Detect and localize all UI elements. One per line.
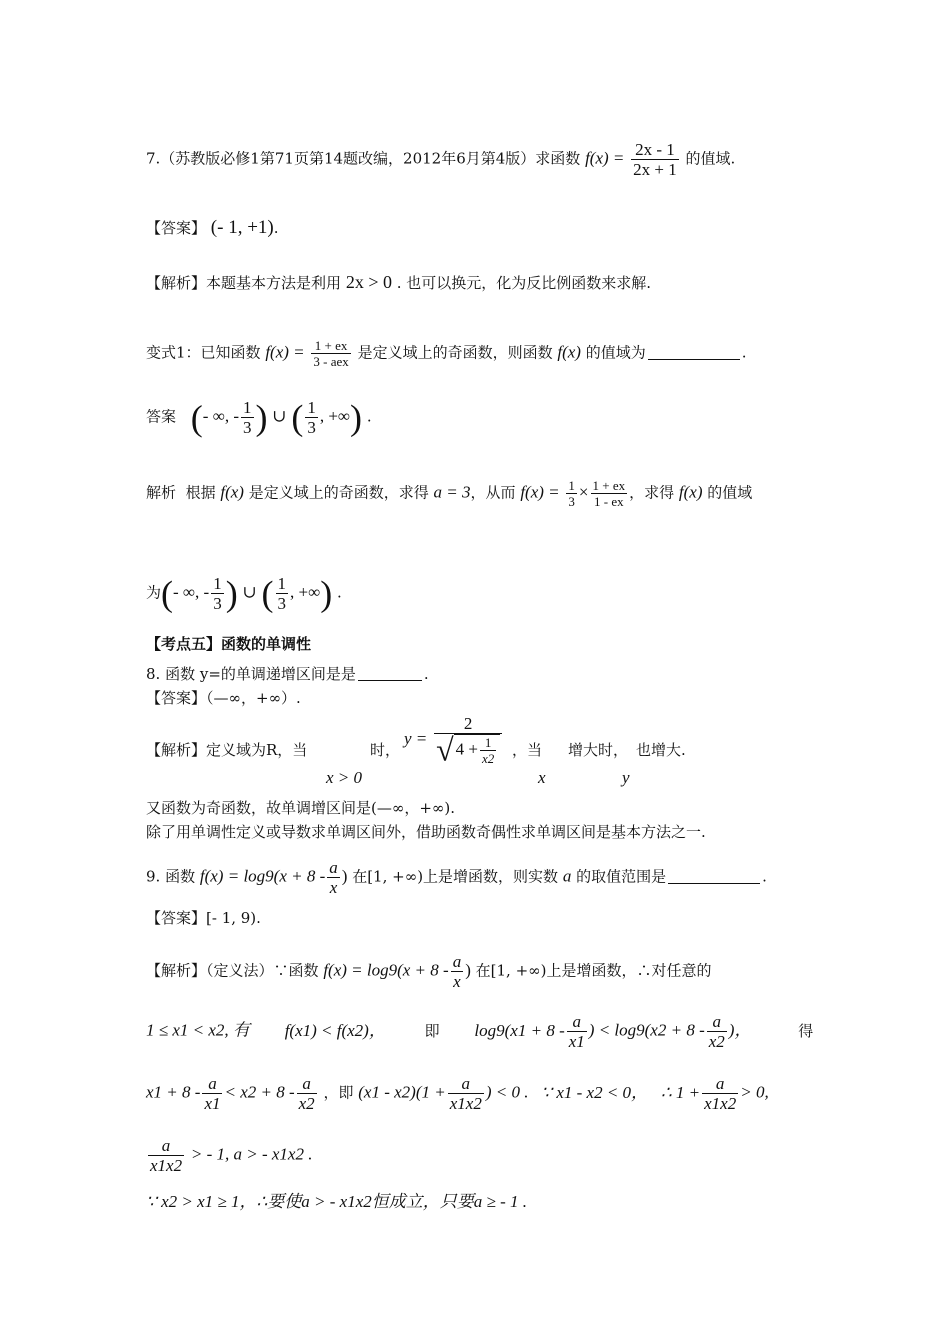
q8-an-one: 1 (480, 735, 496, 751)
v1-r-end: . (337, 583, 342, 602)
v1-an-b: 是定义域上的奇函数，求得 (248, 483, 429, 502)
q9-r3-e: ) < 0 . (485, 1082, 529, 1102)
v1-paren-close: ) (255, 397, 268, 438)
v1-an-a: 根据 (185, 483, 216, 502)
q8-an-xv: x (538, 768, 546, 787)
v1-an-fx3: f(x) (678, 482, 703, 502)
q7-analysis-a: 本题基本方法是利用 (206, 274, 342, 292)
q9-an-b: 在[1, +∞)上是增函数，∴对任意的 (475, 961, 712, 980)
v1-ans-end: . (366, 407, 372, 426)
q8-an-d: 增大时， (568, 741, 629, 759)
v1-an-a3: a = 3 (433, 482, 471, 502)
q9-r3-a4: a (702, 1074, 738, 1094)
v1-fx: f(x) = (265, 342, 305, 362)
q8-an-b: 时， (370, 741, 401, 759)
q7-analysis-b: . 也可以换元，化为反比例函数来求解. (396, 274, 652, 292)
v1-an-d: ，求得 (629, 483, 675, 502)
q9-r2-c: 即 (424, 1021, 440, 1040)
section-title: 【考点五】函数的单调性 (146, 635, 312, 653)
q8-blank[interactable] (358, 666, 422, 681)
q8-answer: 【答案】（—∞，+∞）. (146, 689, 301, 707)
q9-r3-frac1 (202, 1074, 222, 1113)
q9-frac-ax (327, 858, 340, 897)
v1-plus-inf: , +∞ (319, 406, 351, 426)
q8-yv (622, 768, 630, 788)
q9-r4-frac (148, 1136, 184, 1175)
q7-tail: 的值域. (685, 149, 736, 168)
q9-r3-c: ，即 (323, 1083, 354, 1102)
q9-b: 在[1, +∞)上是增函数，则实数 (352, 867, 559, 886)
v1-r-third-a (211, 574, 224, 613)
q8-line3: 除了用单调性定义或导数求单调区间外，借助函数奇偶性求单调区间是基本方法之一. (146, 823, 706, 841)
q9-r3-g: ∴ 1 + (660, 1082, 701, 1102)
v1-paren-open: ( (190, 397, 203, 438)
v1-r-plus-inf: , +∞ (290, 582, 321, 602)
q9-fxd: x (329, 878, 338, 897)
v1-r-minus-inf: - ∞, - (173, 582, 210, 602)
q8-inc (568, 740, 628, 760)
v1-end: . (741, 343, 747, 362)
q9-r2-a: 1 ≤ x1 < x2, 有 (146, 1020, 250, 1040)
q8-shi (370, 740, 400, 760)
q9-r4-a: a (148, 1136, 184, 1156)
v1-an-fx: f(x) (220, 482, 244, 502)
v1-analysis-range (146, 574, 342, 613)
v1-one-b: 1 (307, 398, 316, 417)
q9-r2-a1: a (567, 1012, 587, 1032)
v1-answer-label: 答案 (146, 407, 177, 426)
v1-an-fraction (591, 478, 628, 509)
q9-analysis (146, 952, 712, 991)
q8-end: . (423, 665, 429, 683)
v1-b: 是定义域上的奇函数，则函数 (357, 343, 553, 362)
v1-one-third-a (241, 398, 254, 437)
q8-an-cond: x > 0 (326, 768, 363, 787)
q9-r2-frac2 (707, 1012, 727, 1051)
q9-av: a (562, 866, 572, 886)
v1-r-one-b: 1 (277, 574, 287, 593)
q7-analysis (146, 272, 651, 293)
q7-answer-value: (- 1, +1) (210, 217, 274, 238)
q9-r3-f: ∵ x1 - x2 < 0， (541, 1082, 649, 1102)
q9-an-frac-ax (451, 952, 464, 991)
q9-row3 (146, 1074, 769, 1113)
q9-r2-a2: a (707, 1012, 727, 1032)
v1-a: 变式1：已知函数 (146, 343, 261, 362)
q9-r4-x1x2: x1x2 (150, 1156, 183, 1175)
q7-answer-end: . (273, 219, 279, 237)
q8-an-y: y = (404, 729, 428, 748)
q9-r2-g: 得 (798, 1021, 814, 1040)
v1-answer (146, 398, 372, 437)
q9-r3-x2: x2 (298, 1094, 315, 1113)
v1-r-third-b (276, 574, 289, 613)
q7-den: 2x + 1 (633, 160, 677, 179)
q9-r2-d: log9(x1 + 8 - (474, 1020, 565, 1040)
q9-r3-a: x1 + 8 - (146, 1082, 201, 1102)
v1-an-label: 解析 (146, 483, 177, 502)
v1-question (146, 338, 747, 369)
q9-r3-b: < x2 + 8 - (224, 1082, 295, 1102)
v1-an-num2: 1 + ex (592, 478, 626, 493)
q7-answer-label: 【答案】 (146, 219, 207, 237)
q9-r2-frac1 (567, 1012, 587, 1051)
q8-line: 8. 函数 y=的单调递增区间是是 (146, 665, 356, 683)
v1-an-one: 1 (568, 478, 575, 493)
q9-question (146, 858, 767, 897)
q8-sqrt (436, 731, 500, 768)
q7-num: 2x - 1 (631, 140, 679, 160)
q9-r3-frac4 (702, 1074, 738, 1113)
v1-an-times: × (578, 482, 589, 502)
q8-an-yv: y (622, 768, 630, 787)
q8-xv (538, 768, 546, 788)
q8-line2: 又函数为奇函数，故单调增区间是(—∞，+∞). (146, 799, 456, 817)
q9-r3-frac2 (297, 1074, 317, 1113)
v1-an-third (566, 478, 577, 509)
v1-r-three-b: 3 (277, 594, 287, 613)
v1-an-fx2: f(x) = (520, 482, 560, 502)
q9-r5-text: ∵ x2 > x1 ≥ 1，∴要使a > - x1x2恒成立，只要a ≥ - 1 . (146, 1192, 527, 1211)
q9-row2 (146, 1012, 813, 1051)
v1-den: 3 - aex (313, 354, 349, 369)
q8-cond (326, 768, 362, 788)
q9-fa: a (329, 858, 338, 877)
q8-an-den (434, 731, 502, 768)
v1-analysis (146, 478, 752, 509)
v1-num: 1 + ex (311, 338, 350, 354)
q9-r2-b: f(x1) < f(x2)， (284, 1020, 386, 1040)
v1-r-three-a: 3 (213, 594, 222, 613)
q9-fx: f(x) = log9(x + 8 - (199, 866, 326, 886)
v1-fx2: f(x) (557, 342, 581, 362)
q9-an-a: （定义法）∵函数 (206, 961, 319, 980)
v1-union: ∪ (272, 406, 287, 426)
q7-question (146, 140, 735, 179)
v1-r-union: ∪ (242, 582, 257, 602)
q9-a: 9. 函数 (146, 867, 196, 886)
v1-three-b: 3 (307, 418, 316, 437)
v1-an-den2: 1 - ex (594, 494, 624, 509)
v1-an-e: 的值域 (707, 483, 753, 502)
q9-r3-a1: a (202, 1074, 222, 1094)
v1-wei: 为 (146, 583, 162, 602)
q8-an-a: 定义域为R，当 (206, 741, 308, 759)
q7-fx: f(x) = (585, 148, 625, 168)
v1-r-paren-open: ( (161, 573, 174, 614)
sqrt-icon: √ (436, 731, 454, 768)
q9-row4 (146, 1136, 312, 1175)
v1-c: 的值域为 (585, 343, 646, 362)
q9-r4-text: > - 1, a > - x1x2 . (190, 1144, 313, 1164)
q8-an-two: 2 (434, 714, 502, 734)
q9-fend: ) (341, 866, 348, 886)
q9-r3-frac3 (448, 1074, 484, 1113)
v1-paren-open-2: ( (291, 397, 304, 438)
q8-analysis (146, 740, 307, 760)
q9-r3-h: > 0, (740, 1082, 769, 1102)
q9-end: . (762, 867, 767, 886)
v1-an-c: ，从而 (470, 483, 516, 502)
v1-paren-close-2: ) (350, 397, 363, 438)
v1-one-third-b (305, 398, 318, 437)
q9-an-label: 【解析】 (146, 961, 207, 980)
v1-r-paren-close: ) (225, 573, 238, 614)
q7-intro: 7.（苏教版必修1第71页第14题改编，2012年6月第4版）求函数 (146, 149, 581, 168)
v1-minus-inf: - ∞, - (202, 406, 239, 426)
q7-answer (146, 218, 279, 238)
q9-r3-a3: a (448, 1074, 484, 1094)
q7-fraction (631, 140, 679, 179)
v1-three-a: 3 (243, 418, 252, 437)
q9-r3-x1: x1 (204, 1094, 221, 1113)
q8-an-e: 也增大. (636, 741, 686, 759)
q9-r2-x2: x2 (708, 1032, 725, 1051)
v1-one-a: 1 (243, 398, 252, 417)
v1-blank[interactable] (648, 345, 740, 360)
q9-r2-f: )， (728, 1020, 752, 1040)
q8-an-x2: x2 (481, 751, 495, 766)
q8-sqrt-inner (454, 734, 501, 766)
q8-also (636, 740, 686, 760)
q9-r3-x1x2: x1x2 (449, 1094, 482, 1113)
q8-yformula (404, 714, 504, 766)
q9-r2-e: ) < log9(x2 + 8 - (588, 1020, 705, 1040)
q8-dang (512, 740, 542, 760)
q8-an-inv-x2 (480, 735, 496, 766)
q9-r2-x1: x1 (568, 1032, 585, 1051)
q9-c: 的取值范围是 (576, 867, 667, 886)
q9-r3-a2: a (297, 1074, 317, 1094)
q9-an-fxd: x (453, 972, 461, 991)
v1-an-three: 3 (568, 494, 575, 509)
q9-row5 (146, 1192, 527, 1212)
q9-an-fa: a (452, 952, 462, 971)
v1-r-one-a: 1 (213, 574, 222, 593)
q9-r3-d: (x1 - x2)(1 + (358, 1082, 446, 1102)
q8-an-label: 【解析】 (146, 741, 207, 759)
q9-r3-x1x2b: x1x2 (704, 1094, 737, 1113)
q9-an-fend: ) (465, 960, 471, 980)
q9-blank[interactable] (668, 869, 760, 884)
q7-analysis-label: 【解析】 (146, 274, 207, 292)
q9-an-fx: f(x) = log9(x + 8 - (323, 960, 449, 980)
v1-fraction (311, 338, 350, 369)
q8-an-rad: 4 + (455, 739, 478, 759)
v1-r-paren-close-2: ) (320, 573, 333, 614)
v1-r-paren-open-2: ( (261, 573, 274, 614)
q8-an-fraction (434, 714, 502, 766)
q8-question (146, 664, 429, 684)
q8-an-c: ，当 (512, 741, 543, 759)
q9-answer: 【答案】[- 1, 9). (146, 909, 261, 927)
q7-analysis-expr: 2x > 0 (345, 272, 392, 292)
